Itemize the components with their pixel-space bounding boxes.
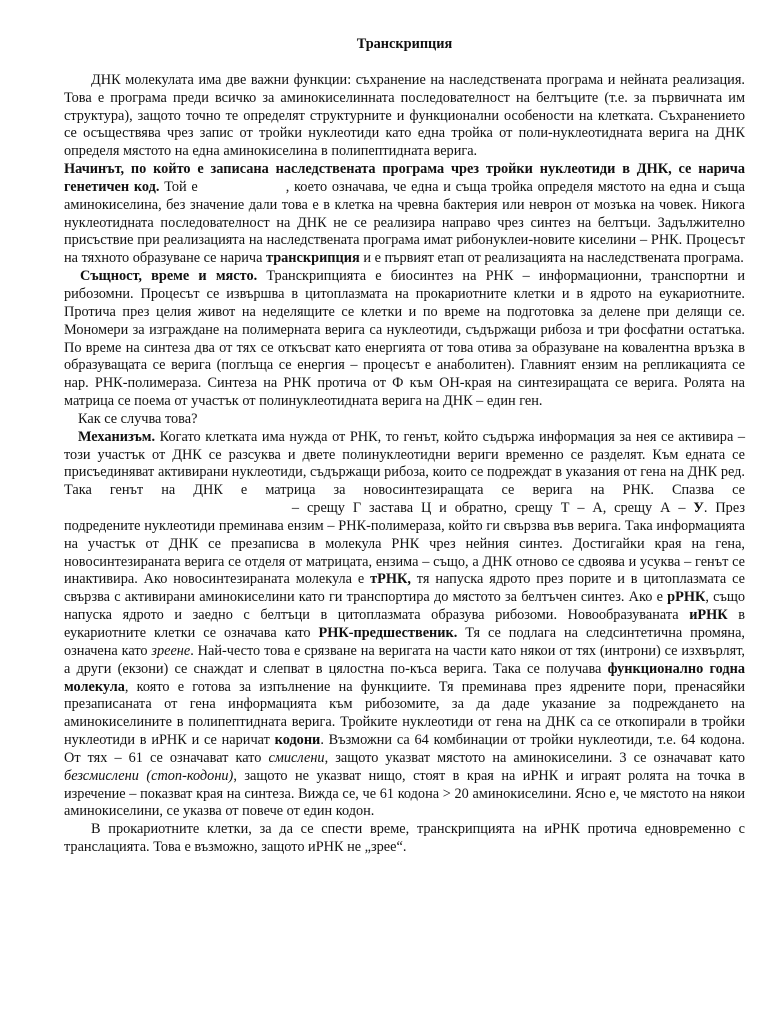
heading-mechanism: Механизъм.: [78, 428, 156, 445]
paragraph-essence: Същност, време и място. Транскрипцията е биосинтез на РНК – информационни, транспортни и рибозомни. Процесът се извършва в цитоплазмата на прокариотните клетки и в ядрото на еукариотните. Протича през целия живот на неделящите се клетки и по време на подготовка за делене при делящи се. Мономери за изграждане на полимерната верига са нуклеотиди, съдържащи рибоза и три фосфатни остатъка. По време на синтеза два от тях се откъсват като енергията от това отива за образуване на ковалентна връзка в образуващата се верига (поглъща се енергия – процесът е анаболитен). Главният ензим на репликацията се нар. РНК-полимераза. Синтеза на РНК протича от Ф към ОН-края на синтезиращата се верига. Ролята на матрица се поема от участък от полинуклеотидната верига на ДНК – един ген.: [64, 268, 746, 410]
term-rrna: рРНК: [667, 589, 706, 606]
term-precursor: РНК-предшественик.: [318, 625, 458, 641]
paragraph-question: Как се случва това?: [78, 410, 198, 427]
paragraph-mechanism: Механизъм. Когато клетката има нужда от РНК, то генът, който съдържа информация за нея се активира – този участък от ДНК се разсуква и двете полинуклеотидни вериги временно се разделят. Към едната се присъединяват активирани нуклеотиди, съдържащи рибоза, които се подреждат в указания от гена на ДНК ред. Така генът на ДНК е матрица за новосинтезиращата се верига на РНК. Спазва се – срещу Г застава Ц и обратно, срещу Т – А, срещу А – У. През подредените нуклеотиди преминава ензим – РНК-полимераза, който ги свързва във верига. Така информацията на участък от ДНК се презаписва в молекула РНК чрез нейния синтез. Достигайки края на гена, новосинтезираната верига се отделя от матрицата, ензима – също, а ДНК отново се сдвоява и усуква – генът се инактивира. Ако новосинтезираната молекула е тРНК, тя напуска ядрото през порите и в цитоплазмата се свързва с активирани аминокиселини като ги транспортира до мястото за белтъчен синтез. Ако е рРНК, също напуска ядрото и заедно с белтъци в цитоплазмата образува рибозоми. Новообразуваната иРНК в еукариотните клетки се означава като РНК-предшественик. Тя се подлага на следсинтетична промяна, означена като зреене. Най-често това е срязване на веригата на части като някои от тях (интрони) се изхвърлят, а други (екзони) се снаждат и слепват в цялостна по-къса верига. Така се получава функционално годна молекула, която е готова за изпълнение на функциите. Тя преминава през ядрените пори, пренасяйки презаписаната от гена информацията към рибозомите, за да даде указание за подреждането на аминокиселините в полипептидната верига. Тройките нуклеотиди от гена на ДНК са се откопирали в тройки нуклеотиди в иРНК и се наричат кодони. Възможни са 64 комбинации от тройки нуклеотиди, т.е. 64 кодона. От тях – 61 се означават като смислени, защото указват мястото на аминокиселини. 3 се означават като безсмислени (стоп-кодони), защото не указват нищо, стоят в края на иРНК и играят ролята на точка в изречение – показват края на синтеза. Виждa се, че 61 кодона > 20 аминокиселини. Ясно е, че мястото на някои аминокиселини, се указва от повече от един кодон.: [64, 428, 745, 820]
document-page: [64, 36, 745, 857]
term-maturation: зреене: [151, 642, 191, 659]
term-nonsense: безсмислени (стоп-кодони): [64, 767, 234, 784]
term-sense: смислени: [268, 749, 325, 766]
document-title: Транскрипция: [356, 36, 453, 52]
paragraph-intro: ДНК молекулата има две важни функции: съхранение на наследствената програма и нейната реализация. Това е програма преди всичко за аминокиселинната последователност на белтъците (т.е. за първичната им структура), защото точно те определят структурните и функционални особености на клетката. Съхранението се осъществява чрез запис от тройки нуклеотиди като една тройка от поли-нуклеотидната верига на ДНК определя мястото на една аминокиселина в полипептидната верига.: [64, 71, 745, 160]
paragraph-genetic-code: Начинът, по който е записана наследствената програма чрез тройки нуклеотиди в ДНК, се нарича генетичен код. Той е , което означава, че една и съща тройка определя мястото на една и съща аминокиселина, без значение дали това е в клетка на чревна бактерия или неврон от мозъка на човек. Никога нуклеотидната последователност на ДНК не се реализира направо чрез синтез на белтъци. Задължително присъствие при реализацията на наследствената програма имат рибонуклеи-новите киселини – РНК. Процесът на тяхното образуване се нарича транскрипция и е първият етап от реализацията на наследствената програма.: [64, 161, 746, 267]
term-functional-molecule: функционално годна молекула: [64, 660, 745, 695]
heading-essence: Същност, време и място.: [80, 268, 258, 285]
term-transcription: транскрипция: [266, 250, 360, 267]
genetic-code-definition: Начинът, по който е записана наследствената програма чрез тройки нуклеотиди в ДНК, се нарича генетичен код.: [64, 161, 745, 195]
term-mrna: иРНК: [689, 607, 728, 624]
term-trna: тРНК,: [370, 571, 411, 588]
paragraph-prokaryotes: В прокариотните клетки, за да се спести време, транскрипцията на иРНК протича едновременно с транслацията. Това е възможно, защото иРНК не „зрее“.: [64, 821, 745, 856]
term-codons: кодони: [274, 732, 321, 749]
